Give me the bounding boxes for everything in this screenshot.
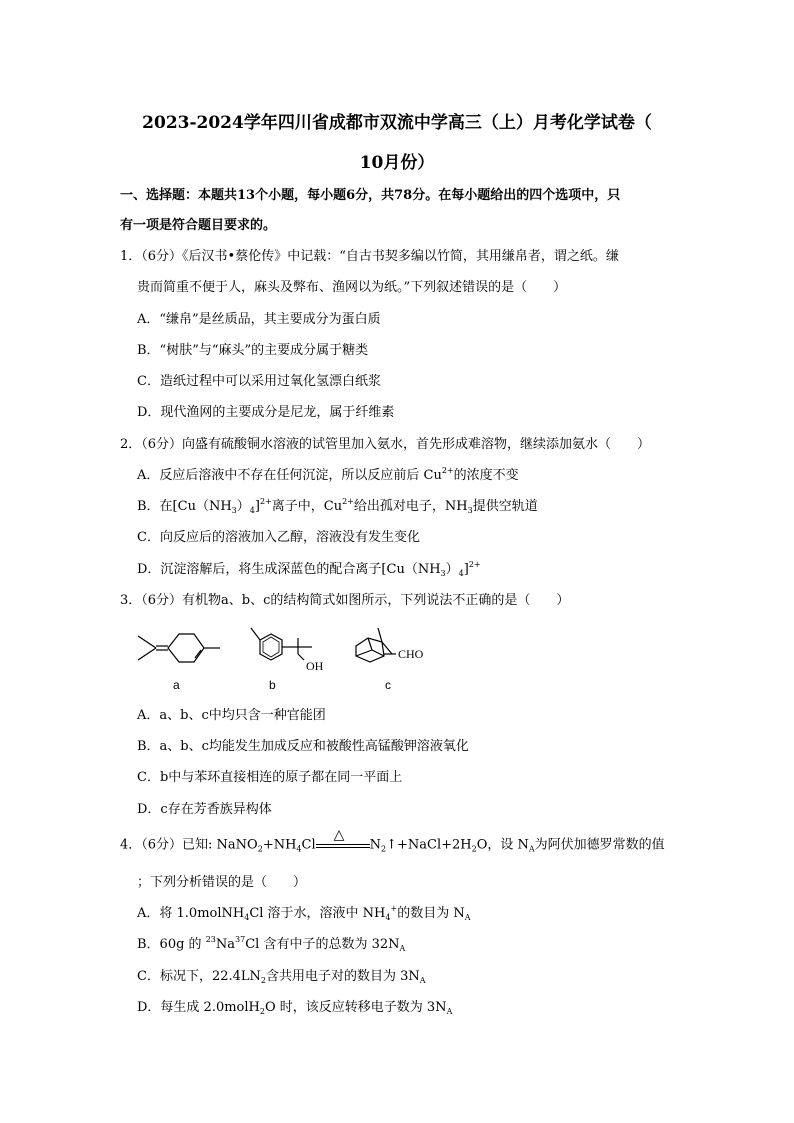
molecule-b-structure <box>251 628 312 660</box>
q3-option-b: B．a、b、c均能发生加成反应和被酸性高锰酸钾溶液氧化 <box>137 739 469 754</box>
q3-option-c: C．b中与苯环直接相连的原子都在同一平面上 <box>137 770 403 785</box>
q3-structures-figure <box>130 620 450 678</box>
molecule-c-label: c <box>385 678 391 692</box>
molecule-a-structure <box>138 634 220 662</box>
molecule-a-label: a <box>173 678 180 692</box>
q4-option-c: C．标况下，$22.4LN_2$含共用电子对的数目为 $3N_A$ <box>137 969 426 985</box>
q4-option-a: A．将 1.0molNH$_4$Cl 溶于水，溶液中 $NH_4^+$的数目为 $N_A$ <box>137 904 471 922</box>
molecule-b-label: b <box>269 678 276 692</box>
q4-stem-line1: 4．（6分）已知: $NaNO_2+NH_4Cl$ △ $N_2↑+NaCl+2H_2O$，设 $N_A$为阿伏加德罗常数的值 <box>120 827 665 854</box>
q2-option-c: C．向反应后的溶液加入乙醇，溶液没有发生变化 <box>137 530 420 545</box>
heating-arrow <box>316 827 370 854</box>
q1-option-d: D．现代渔网的主要成分是尼龙，属于纤维素 <box>137 405 395 420</box>
molecule-b-oh-group: OH <box>306 659 324 673</box>
q3-stem: 3．（6分）有机物a、b、c的结构简式如图所示，下列说法不正确的是（ ） <box>120 593 570 608</box>
q2-option-b: B．在$[Cu(NH_3)_4]^{2+}$离子中，$Cu^{2+}$给出孤对电子，$NH_3$提供空轨道 <box>137 497 538 515</box>
q4-option-d: D．每生成 2.0molH$_2$O 时，该反应转移电子数为 $3N_A$ <box>137 1000 453 1016</box>
page-title-line2: 10月份） <box>359 153 435 173</box>
q2-option-d: D．沉淀溶解后，将生成深蓝色的配合离子$[Cu(NH_3)_4]^{2+}$ <box>137 560 481 578</box>
section-heading-line2: 有一项是符合题目要求的。 <box>120 218 277 233</box>
q1-option-c: C．造纸过程中可以采用过氧化氢漂白纸浆 <box>137 374 381 389</box>
q3-option-d: D．c存在芳香族异构体 <box>137 802 272 817</box>
q4-option-b: B．60g 的 $^{23}$Na$^{37}$Cl 含有中子的总数为 $32N_A$ <box>137 935 406 953</box>
q1-stem-line1: 1．（6分）《后汉书•蔡伦传》中记载：“自古书契多编以竹简，其用缣帛者，谓之纸。缣 <box>120 249 619 264</box>
q3-option-a: A．a、b、c中均只含一种官能团 <box>137 708 326 723</box>
q2-stem: 2．（6分）向盛有硫酸铜水溶液的试管里加入氨水，首先形成难溶物，继续添加氨水（ ） <box>120 437 651 452</box>
q1-option-a: A．“缣帛”是丝质品，其主要成分为蛋白质 <box>137 312 381 327</box>
q4-stem-line2: ；下列分析错误的是（ ） <box>137 875 307 890</box>
molecule-c-cho-group: CHO <box>398 647 424 661</box>
page-title-line1: 2023-2024学年四川省成都市双流中学高三（上）月考化学试卷（ <box>142 113 652 133</box>
section-heading-line1: 一、选择题：本题共13个小题，每小题6分，共78分。在每小题给出的四个选项中，只 <box>120 188 621 203</box>
q1-option-b: B．“树肤”与“麻头”的主要成分属于糖类 <box>137 343 369 358</box>
molecule-c-structure <box>356 628 396 662</box>
q1-stem-line2: 贵而简重不便于人，麻头及弊布、渔网以为纸。”下列叙述错误的是（ ） <box>137 280 567 295</box>
delta-symbol: △ <box>333 827 345 843</box>
q2-option-a: A．反应后溶液中不存在任何沉淀，所以反应前后 $Cu^{2+}$的浓度不变 <box>137 466 519 483</box>
